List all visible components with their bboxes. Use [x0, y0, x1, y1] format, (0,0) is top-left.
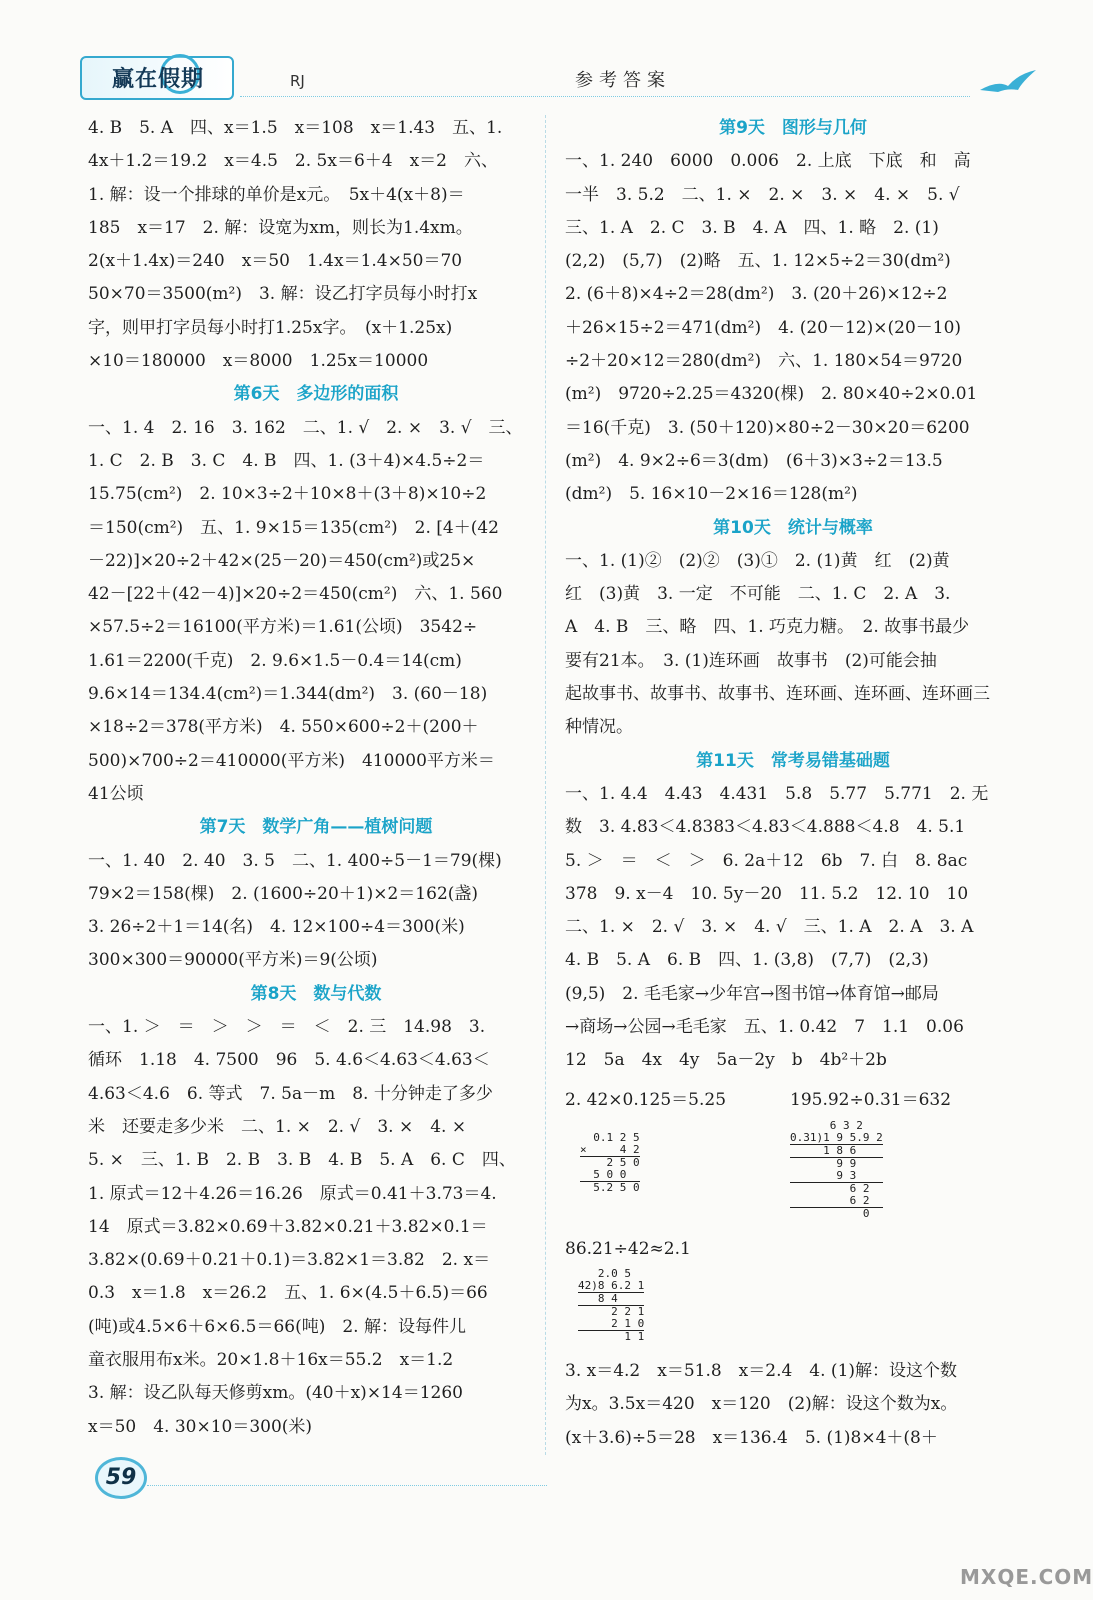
section-heading: 第8天 数与代数 — [250, 983, 382, 1004]
answer-line: 红 (3)黄 3. 一定 不可能 二、1. C 2. A 3. — [565, 584, 951, 605]
section-heading: 第11天 常考易错基础题 — [696, 750, 890, 771]
bird-icon — [978, 66, 1038, 96]
section-heading: 第10天 统计与概率 — [713, 517, 873, 538]
right-calc-area — [565, 1084, 1021, 1117]
answer-line: ＋26×15÷2＝471(dm²) 4. (20－12)×(20－10) — [565, 317, 962, 338]
answer-line: 米 还要走多少米 二、1. × 2. √ 3. × 4. × — [88, 1116, 467, 1137]
answer-line: 9.6×14＝134.4(cm²)＝1.344(dm²) 3. (60－18) — [88, 684, 488, 705]
answer-line: 50×70＝3500(m²) 3. 解：设乙打字员每小时打x — [88, 284, 478, 305]
calc-line-div2: 86.21÷42≈2.1 — [565, 1239, 691, 1259]
calc-step: 42)8 6.2 1 — [578, 1279, 645, 1292]
answer-line: (m²) 4. 9×2÷6＝3(dm) (6＋3)×3÷2＝13.5 — [565, 450, 943, 471]
answer-line: 3. 26÷2＋1＝14(名) 4. 12×100÷4＝300(米) — [88, 917, 465, 938]
answer-line: 15.75(cm²) 2. 10×3÷2＋10×8＋(3＋8)×10÷2 — [88, 484, 487, 505]
page-header — [0, 0, 1073, 110]
answer-line: 种情况。 — [565, 717, 633, 738]
answer-line: x＝50 4. 30×10＝300(米) — [88, 1416, 313, 1437]
answer-line: 一、1. 4.4 4.43 4.431 5.8 5.77 5.771 2. 无 — [565, 783, 989, 804]
footer-rule — [147, 1485, 547, 1486]
edition-label: RJ — [290, 72, 305, 90]
answer-line: (dm²) 5. 16×10－2×16＝128(m²) — [565, 484, 858, 505]
div1-steps — [790, 1120, 883, 1220]
column-divider — [545, 115, 546, 1455]
calc-step: 2 5 0 — [580, 1156, 640, 1169]
div2-line-area — [565, 1233, 1021, 1266]
calc-line-mul: 2. 42×0.125＝5.25 — [565, 1090, 727, 1110]
answer-line: 一、1. (1)② (2)② (3)① 2. (1)黄 红 (2)黄 — [565, 550, 950, 571]
calc-step: 9 9 — [790, 1157, 857, 1170]
calc-step: × 4 2 — [580, 1143, 640, 1156]
answer-line: 185 x＝17 2. 解：设宽为xm，则长为1.4xm。 — [88, 217, 473, 238]
header-rule — [240, 96, 970, 97]
mul-steps — [580, 1132, 640, 1194]
answer-line: (2,2) (5,7) (2)略 五、1. 12×5÷2＝30(dm²) — [565, 251, 951, 272]
answer-line: (x＋3.6)÷5＝28 x＝136.4 5. (1)8×4＋(8＋ — [565, 1427, 938, 1448]
mul-calculation — [580, 1132, 640, 1194]
answer-line: (m²) 9720÷2.25＝4320(棵) 2. 80×40÷2×0.01 — [565, 384, 978, 405]
div2-steps — [578, 1268, 644, 1343]
answer-line: 为x。3.5x＝420 x＝120 (2)解：设这个数为x。 — [565, 1394, 958, 1415]
page-title: 参考答案 — [575, 70, 671, 91]
answer-line: 1. 原式＝12＋4.26＝16.26 原式＝0.41＋3.73＝4. — [88, 1183, 497, 1204]
answer-line: 4x＋1.2＝19.2 x＝4.5 2. 5x＝6＋4 x＝2 六、 — [88, 151, 498, 172]
answer-line: 一、1. 240 6000 0.006 2. 上底 下底 和 高 — [565, 151, 971, 172]
answer-line: 500)×700÷2＝410000(平方米) 410000平方米＝ — [88, 750, 495, 771]
right-tail — [565, 1355, 1021, 1455]
answer-line: →商场→公园→毛毛家 五、1. 0.42 7 1.1 0.06 — [565, 1017, 964, 1038]
answer-line: 童衣服用布x米。20×1.8＋16x＝55.2 x＝1.2 — [88, 1349, 454, 1370]
answer-line: 要有21本。 3. (1)连环画 故事书 (2)可能会抽 — [565, 650, 937, 671]
section-heading: 第9天 图形与几何 — [719, 118, 867, 138]
answer-line: 14 原式＝3.82×0.69＋3.82×0.21＋3.82×0.1＝ — [88, 1216, 488, 1237]
answer-line: ×57.5÷2＝16100(平方米)＝1.61(公顷) 3542÷ — [88, 617, 478, 638]
answer-line: 378 9. x－4 10. 5y－20 11. 5.2 12. 10 10 — [565, 883, 969, 904]
answer-line: ＝150(cm²) 五、1. 9×15＝135(cm²) 2. [4＋(42 — [88, 517, 499, 538]
answer-line: 一、1. 4 2. 16 3. 162 二、1. √ 2. × 3. √ 三、 — [88, 417, 523, 438]
answer-line: 一半 3. 5.2 二、1. × 2. × 3. × 4. × 5. √ — [565, 184, 960, 205]
answer-line: －22)]×20÷2＋42×(25－20)＝450(cm²)或25× — [88, 550, 476, 571]
answer-line: 79×2＝158(棵) 2. (1600÷20＋1)×2＝162(盏) — [88, 883, 479, 904]
answer-line: 三、1. A 2. C 3. B 4. A 四、1. 略 2. (1) — [565, 217, 939, 238]
answer-line: 1.61＝2200(千克) 2. 9.6×1.5－0.4＝14(cm) — [88, 650, 462, 671]
calc-step: 5.2 5 0 — [580, 1181, 640, 1194]
answer-line: 4.63＜4.6 6. 等式 7. 5a－m 8. 十分钟走了多少 — [88, 1083, 493, 1104]
calc-step: 1 1 — [578, 1330, 645, 1343]
answer-line: 4. B 5. A 6. B 四、1. (3,8) (7,7) (2,3) — [565, 950, 929, 971]
answer-line: 数 3. 4.83＜4.8383＜4.83＜4.888＜4.8 4. 5.1 — [565, 817, 966, 838]
calc-step: 9 3 — [790, 1170, 883, 1183]
div2-calculation — [578, 1268, 644, 1343]
answer-line: 一、1. 40 2. 40 3. 5 二、1. 400÷5－1＝79(棵) — [88, 850, 502, 871]
answer-line: 4. B 5. A 四、x＝1.5 x＝108 x＝1.43 五、1. — [88, 118, 503, 138]
answer-line: ＝16(千克) 3. (50＋120)×80÷2－30×20＝6200 — [565, 417, 970, 438]
answer-line: (吨)或4.5×6＋6×6.5＝66(吨) 2. 解：设每件儿 — [88, 1316, 466, 1337]
answer-line: 二、1. × 2. √ 3. × 4. √ 三、1. A 2. A 3. A — [565, 917, 974, 938]
answer-line: 3. x＝4.2 x＝51.8 x＝2.4 4. (1)解：设这个数 — [565, 1361, 958, 1381]
answer-line: 3.82×(0.69＋0.21＋0.1)＝3.82×1＝3.82 2. x＝ — [88, 1250, 491, 1271]
calc-step: 2 2 1 — [578, 1305, 645, 1318]
answer-line: 42－[22＋(42－4)]×20÷2＝450(cm²) 六、1. 560 — [88, 584, 503, 605]
calc-step: 0.1 2 5 — [580, 1131, 640, 1144]
answer-line: (9,5) 2. 毛毛家→少年宫→图书馆→体育馆→邮局 — [565, 983, 939, 1004]
calc-step: 1 8 6 — [790, 1145, 883, 1158]
page-footer — [85, 1445, 1045, 1505]
answer-line: ×18÷2＝378(平方米) 4. 550×600÷2＋(200＋ — [88, 717, 479, 738]
answer-line: 起故事书、故事书、故事书、连环画、连环画、连环画三 — [565, 684, 990, 705]
answer-line: 5. ＞ ＝ ＜ ＞ 6. 2a＋12 6b 7. 白 8. 8ac — [565, 850, 968, 871]
right-column — [565, 112, 1021, 1078]
answer-line: 300×300＝90000(平方米)＝9(公顷) — [88, 950, 378, 971]
brand-logo: 赢在假期 — [112, 67, 205, 92]
calc-step: 6 3 2 — [790, 1119, 863, 1132]
watermark: MXQE.COM — [960, 1565, 1093, 1589]
section-heading: 第6天 多边形的面积 — [233, 384, 399, 405]
answer-line: 1. C 2. B 3. C 4. B 四、1. (3＋4)×4.5÷2＝ — [88, 450, 485, 471]
answer-line: 0.3 x＝1.8 x＝26.2 五、1. 6×(4.5＋6.5)＝66 — [88, 1283, 488, 1304]
div1-calculation — [790, 1120, 883, 1220]
answer-line: 5. × 三、1. B 2. B 3. B 4. B 5. A 6. C 四、 — [88, 1150, 516, 1171]
answer-line: 2. (6＋8)×4÷2＝28(dm²) 3. (20＋26)×12÷2 — [565, 284, 948, 305]
calc-step: 5 0 0 — [580, 1169, 640, 1182]
calc-step: 0.31)1 9 5.9 2 — [790, 1131, 883, 1144]
calc-step: 6 2 — [790, 1195, 883, 1208]
calc-step: 6 2 — [790, 1182, 870, 1195]
left-column — [88, 112, 544, 1444]
answer-line: 1. 解：设一个排球的单价是x元。 5x＋4(x＋8)＝ — [88, 184, 465, 205]
calc-step: 8 4 — [578, 1293, 644, 1306]
calc-step: 2 1 0 — [578, 1317, 645, 1330]
answer-line: 3. 解：设乙队每天修剪xm。(40＋x)×14＝1260 — [88, 1383, 463, 1404]
answer-line: 2(x＋1.4x)＝240 x＝50 1.4x＝1.4×50＝70 — [88, 251, 463, 272]
section-heading: 第7天 数学广角——植树问题 — [199, 817, 433, 838]
answer-line: 41公顷 — [88, 783, 144, 804]
calc-step: 0 — [790, 1207, 870, 1220]
answer-line: 循环 1.18 4. 7500 96 5. 4.6＜4.63＜4.63＜ — [88, 1050, 490, 1071]
calc-step: 2.0 5 — [578, 1267, 631, 1280]
answer-line: ÷2＋20×12＝280(dm²) 六、1. 180×54＝9720 — [565, 351, 963, 372]
answer-line: ×10＝180000 x＝8000 1.25x＝10000 — [88, 351, 429, 372]
calc-line-div1: 195.92÷0.31＝632 — [790, 1090, 952, 1110]
page-number: 59 — [95, 1457, 147, 1499]
answer-line: A 4. B 三、略 四、1. 巧克力糖。 2. 故事书最少 — [565, 617, 970, 638]
answer-line: 12 5a 4x 4y 5a－2y b 4b²＋2b — [565, 1050, 887, 1071]
answer-line: 一、1. ＞ ＝ ＞ ＞ ＝ ＜ 2. 三 14.98 3. — [88, 1017, 486, 1038]
answer-line: 字，则甲打字员每小时打1.25x字。 (x＋1.25x) — [88, 317, 453, 338]
